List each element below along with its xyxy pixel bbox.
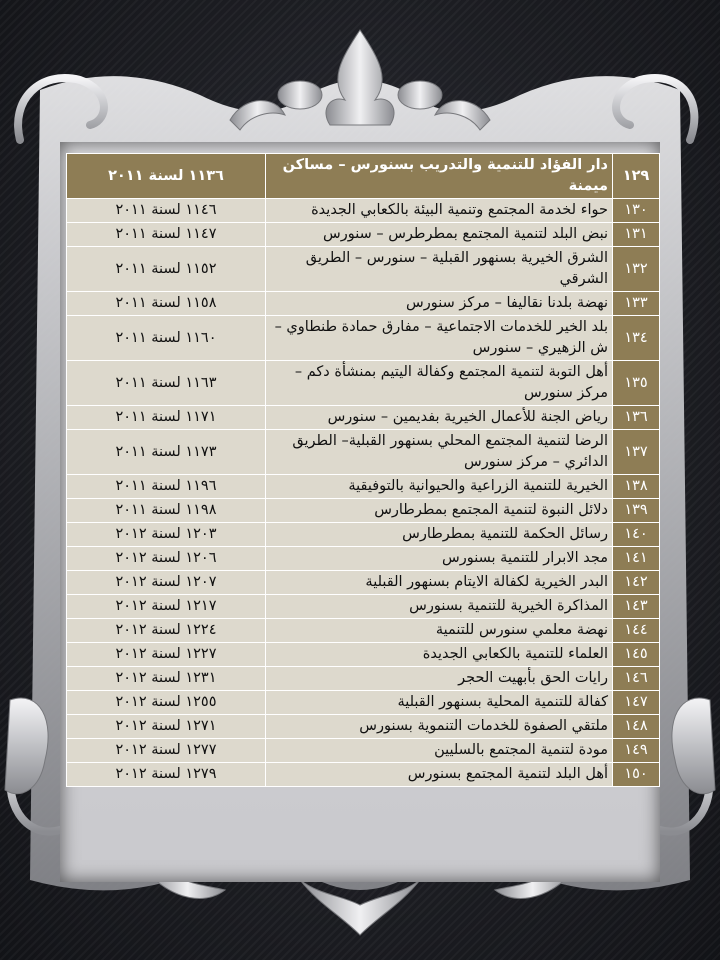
table-row (67, 595, 660, 619)
association-name: حواء لخدمة المجتمع وتنمية البيئة بالكعابي الجديدة (266, 199, 613, 223)
row-number: ١٤١ (613, 547, 660, 571)
table-row (67, 763, 660, 787)
table-row (67, 691, 660, 715)
table-row (67, 292, 660, 316)
registration-number: ١٢٧٩ لسنة ٢٠١٢ (67, 763, 266, 787)
registration-number: ١٢٢٧ لسنة ٢٠١٢ (67, 643, 266, 667)
row-number: ١٤٥ (613, 643, 660, 667)
row-number: ١٢٩ (613, 154, 660, 199)
table-row (67, 430, 660, 475)
association-name: الرضا لتنمية المجتمع المحلي بسنهور القبلية– الطريق الدائري – مركز سنورس (266, 430, 613, 475)
table-row (67, 715, 660, 739)
registration-number: ١٢٧٧ لسنة ٢٠١٢ (67, 739, 266, 763)
table-row (67, 223, 660, 247)
association-name: ملتقي الصفوة للخدمات التنموية بسنورس (266, 715, 613, 739)
table-row (67, 361, 660, 406)
row-number: ١٣٨ (613, 475, 660, 499)
registration-number: ١١٦٠ لسنة ٢٠١١ (67, 316, 266, 361)
association-name: أهل التوبة لتنمية المجتمع وكفالة اليتيم بمنشأة دكم – مركز سنورس (266, 361, 613, 406)
association-name: نبض البلد لتنمية المجتمع بمطرطرس – سنورس (266, 223, 613, 247)
association-name: رياض الجنة للأعمال الخيرية بفديمين – سنورس (266, 406, 613, 430)
association-name: أهل البلد لتنمية المجتمع بسنورس (266, 763, 613, 787)
table-row (67, 499, 660, 523)
association-name: بلد الخير للخدمات الاجتماعية – مفارق حمادة طنطاوي – ش الزهيري – سنورس (266, 316, 613, 361)
row-number: ١٣٥ (613, 361, 660, 406)
table-row (67, 199, 660, 223)
registration-number: ١١٣٦ لسنة ٢٠١١ (67, 154, 266, 199)
association-name: مجد الابرار للتنمية بسنورس (266, 547, 613, 571)
row-number: ١٣٦ (613, 406, 660, 430)
associations-table (66, 153, 660, 787)
row-number: ١٤٩ (613, 739, 660, 763)
registration-number: ١١٥٨ لسنة ٢٠١١ (67, 292, 266, 316)
table-row (67, 643, 660, 667)
registration-number: ١١٤٦ لسنة ٢٠١١ (67, 199, 266, 223)
registration-number: ١١٦٣ لسنة ٢٠١١ (67, 361, 266, 406)
association-name: الخيرية للتنمية الزراعية والحيوانية بالتوفيقية (266, 475, 613, 499)
row-number: ١٤٣ (613, 595, 660, 619)
row-number: ١٣١ (613, 223, 660, 247)
table-row (67, 739, 660, 763)
association-name: البدر الخيرية لكفالة الايتام بسنهور القبلية (266, 571, 613, 595)
registration-number: ١٢٠٧ لسنة ٢٠١٢ (67, 571, 266, 595)
association-name: المذاكرة الخيرية للتنمية بسنورس (266, 595, 613, 619)
association-name: نهضة بلدنا نقاليفا – مركز سنورس (266, 292, 613, 316)
registration-number: ١٢٠٦ لسنة ٢٠١٢ (67, 547, 266, 571)
table-row (67, 154, 660, 199)
association-name: العلماء للتنمية بالكعابي الجديدة (266, 643, 613, 667)
registration-number: ١١٥٢ لسنة ٢٠١١ (67, 247, 266, 292)
table-row (67, 571, 660, 595)
row-number: ١٣٠ (613, 199, 660, 223)
row-number: ١٣٣ (613, 292, 660, 316)
registration-number: ١١٧١ لسنة ٢٠١١ (67, 406, 266, 430)
table-row (67, 547, 660, 571)
association-name: الشرق الخيرية بسنهور القبلية – سنورس – الطريق الشرقي (266, 247, 613, 292)
registration-number: ١١٧٣ لسنة ٢٠١١ (67, 430, 266, 475)
row-number: ١٤٢ (613, 571, 660, 595)
association-name: رسائل الحكمة للتنمية بمطرطارس (266, 523, 613, 547)
table-row (67, 523, 660, 547)
registration-number: ١٢٧١ لسنة ٢٠١٢ (67, 715, 266, 739)
table-row (67, 475, 660, 499)
table-row (67, 316, 660, 361)
row-number: ١٤٧ (613, 691, 660, 715)
row-number: ١٤٦ (613, 667, 660, 691)
row-number: ١٤٤ (613, 619, 660, 643)
association-name: دار الفؤاد للتنمية والتدريب بسنورس – مساكن ميمنة (266, 154, 613, 199)
registration-number: ١١٩٦ لسنة ٢٠١١ (67, 475, 266, 499)
row-number: ١٣٧ (613, 430, 660, 475)
registration-number: ١٢٥٥ لسنة ٢٠١٢ (67, 691, 266, 715)
registration-number: ١١٤٧ لسنة ٢٠١١ (67, 223, 266, 247)
association-name: نهضة معلمي سنورس للتنمية (266, 619, 613, 643)
association-name: رايات الحق بأبهيت الحجر (266, 667, 613, 691)
table-row (67, 619, 660, 643)
registration-number: ١١٩٨ لسنة ٢٠١١ (67, 499, 266, 523)
registration-number: ١٢٢٤ لسنة ٢٠١٢ (67, 619, 266, 643)
registration-number: ١٢٠٣ لسنة ٢٠١٢ (67, 523, 266, 547)
row-number: ١٤٨ (613, 715, 660, 739)
row-number: ١٣٤ (613, 316, 660, 361)
association-name: دلائل النبوة لتنمية المجتمع بمطرطارس (266, 499, 613, 523)
row-number: ١٣٢ (613, 247, 660, 292)
row-number: ١٥٠ (613, 763, 660, 787)
row-number: ١٣٩ (613, 499, 660, 523)
table-row (67, 406, 660, 430)
association-name: كفالة للتنمية المحلية بسنهور القبلية (266, 691, 613, 715)
association-name: مودة لتنمية المجتمع بالسليين (266, 739, 613, 763)
registration-number: ١٢٣١ لسنة ٢٠١٢ (67, 667, 266, 691)
registration-number: ١٢١٧ لسنة ٢٠١٢ (67, 595, 266, 619)
table-row (67, 667, 660, 691)
table-row (67, 247, 660, 292)
row-number: ١٤٠ (613, 523, 660, 547)
